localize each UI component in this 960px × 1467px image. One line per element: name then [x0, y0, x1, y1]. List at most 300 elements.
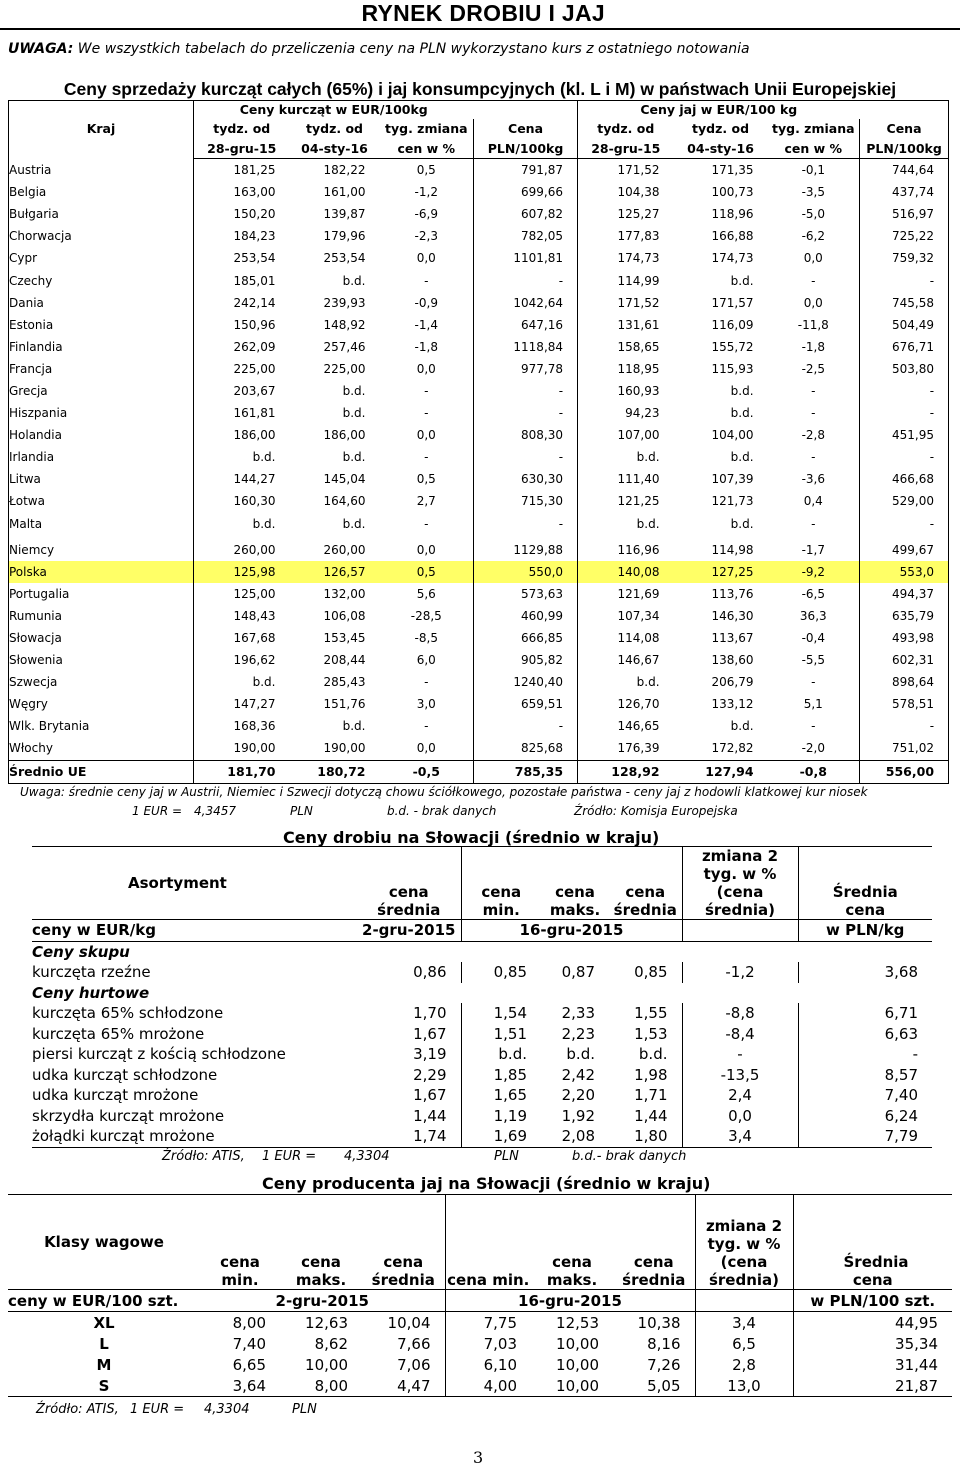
value-cell: 1129,88	[474, 539, 578, 561]
value-cell: -13,5	[682, 1065, 798, 1086]
rate-unit: PLN	[494, 1149, 519, 1164]
rate-value: 4,3304	[344, 1149, 390, 1164]
h-zmiana: zmiana 2 tyg. w % (cena średnia)	[695, 1195, 793, 1290]
value-cell: -	[811, 406, 816, 421]
value-cell: 2,29	[413, 1065, 447, 1084]
table-row	[9, 468, 949, 490]
h-tyg: tyg. zmiana	[385, 121, 468, 136]
value-cell: 1,53	[634, 1024, 668, 1043]
table-row	[9, 490, 949, 512]
value-cell: 182,22	[323, 163, 366, 178]
table-row	[32, 1085, 932, 1106]
average-value: -0,8	[768, 760, 860, 783]
value-cell: 516,97	[860, 203, 949, 225]
value-cell: 550,0	[474, 561, 578, 583]
value-cell: 114,98	[711, 542, 754, 557]
country-cell: Holandia	[9, 424, 194, 446]
col-asortyment: Asortyment	[32, 847, 357, 920]
value-cell: 171,52	[578, 292, 674, 314]
notice-label: UWAGA:	[8, 41, 74, 57]
value-cell: b.d.	[194, 671, 290, 693]
table-row	[9, 402, 949, 424]
bd-legend: b.d.- brak danych	[572, 1149, 687, 1164]
value-cell: -	[860, 446, 949, 468]
value-cell: 10,00	[531, 1375, 613, 1397]
value-cell: 190,00	[323, 741, 366, 756]
value-cell: 125,00	[194, 583, 290, 605]
product-name: udka kurcząt schłodzone	[32, 1065, 218, 1084]
country-cell: Portugalia	[9, 583, 194, 605]
table-row	[9, 380, 949, 402]
h-sr: cena średnia	[613, 1195, 695, 1290]
country-cell: Litwa	[9, 468, 194, 490]
table-row	[9, 424, 949, 446]
value-cell: b.d.	[730, 719, 754, 734]
value-cell: 676,71	[860, 336, 949, 358]
value-cell: b.d.	[461, 1044, 541, 1065]
value-cell: 494,37	[860, 583, 949, 605]
table-row	[9, 583, 949, 605]
value-cell: 493,98	[860, 627, 949, 649]
country-cell: Polska	[9, 561, 194, 583]
value-cell: 151,76	[323, 697, 366, 712]
value-cell: 107,39	[711, 472, 754, 487]
value-cell: 0,0	[803, 295, 823, 310]
value-cell: -	[424, 273, 429, 288]
value-cell: 164,60	[323, 494, 366, 509]
value-cell: 36,3	[799, 608, 827, 623]
table-row	[9, 715, 949, 737]
value-cell: 203,67	[194, 380, 290, 402]
value-cell: 630,30	[474, 468, 578, 490]
country-cell: Hiszpania	[9, 402, 194, 424]
h-cena-srednia: cena średnia	[357, 847, 461, 920]
value-cell: 147,27	[194, 693, 290, 715]
table-row	[8, 1375, 952, 1397]
value-cell: 139,87	[323, 207, 366, 222]
value-cell: 745,58	[860, 292, 949, 314]
value-cell: 127,25	[674, 561, 768, 583]
value-cell: 206,79	[711, 675, 754, 690]
date1: 2-gru-2015	[357, 920, 461, 942]
value-cell: 260,00	[323, 542, 366, 557]
country-cell: Węgry	[9, 693, 194, 715]
value-cell: 253,54	[194, 247, 290, 269]
country-cell: Finlandia	[9, 336, 194, 358]
value-cell: 504,49	[860, 314, 949, 336]
value-cell: 166,88	[711, 229, 754, 244]
value-cell: 94,23	[578, 402, 674, 424]
value-cell: 160,30	[194, 490, 290, 512]
value-cell: 146,30	[711, 608, 754, 623]
value-cell: 977,78	[474, 358, 578, 380]
average-row	[9, 760, 949, 783]
value-cell: 179,96	[323, 229, 366, 244]
value-cell: 132,00	[323, 586, 366, 601]
value-cell: -6,9	[414, 207, 438, 222]
table-row	[9, 446, 949, 468]
value-cell: 466,68	[860, 468, 949, 490]
date2: 16-gru-2015	[445, 1290, 695, 1312]
value-cell: -1,4	[414, 317, 438, 332]
value-cell: 148,43	[194, 605, 290, 627]
h-tydz: tydz. od	[692, 121, 750, 136]
h-min: cena min.	[445, 1195, 531, 1290]
value-cell: 107,34	[578, 605, 674, 627]
value-cell: 6,0	[416, 653, 436, 668]
h-tydz: tydz. od	[194, 119, 290, 139]
value-cell: 125,27	[578, 203, 674, 225]
value-cell: 7,03	[445, 1333, 531, 1354]
value-cell: 153,45	[323, 631, 366, 646]
value-cell: -0,1	[801, 163, 825, 178]
value-cell: -2,8	[801, 428, 825, 443]
h-pln: PLN/100kg	[860, 139, 949, 159]
value-cell: 242,14	[194, 292, 290, 314]
value-cell: 196,62	[194, 649, 290, 671]
value-cell: 7,40	[232, 1334, 266, 1353]
value-cell: 133,12	[711, 697, 754, 712]
weight-class: XL	[93, 1313, 115, 1332]
value-cell: 172,82	[711, 741, 754, 756]
value-cell: 1,98	[634, 1065, 668, 1084]
value-cell: 148,92	[323, 317, 366, 332]
table-row	[9, 513, 949, 535]
value-cell: 3,19	[413, 1045, 447, 1064]
unit-left: ceny w EUR/100 szt.	[8, 1290, 200, 1312]
value-cell: 6,10	[445, 1354, 531, 1375]
value-cell: -	[682, 1044, 798, 1065]
h-cena-srednia2: cena średnia	[609, 847, 682, 920]
value-cell: 174,73	[711, 251, 754, 266]
value-cell: -1,2	[682, 962, 798, 983]
value-cell: 118,95	[578, 358, 674, 380]
country-cell: Czechy	[9, 269, 194, 291]
value-cell: 0,0	[416, 361, 436, 376]
value-cell: 111,40	[578, 468, 674, 490]
value-cell: -0,4	[801, 631, 825, 646]
value-cell: b.d.	[578, 513, 674, 535]
country-cell: Malta	[9, 513, 194, 535]
value-cell: 1,54	[461, 1003, 541, 1024]
value-cell: 118,96	[711, 207, 754, 222]
h-tyg: tyg. zmiana	[772, 121, 855, 136]
value-cell: 150,20	[194, 203, 290, 225]
value-cell: 1240,40	[474, 671, 578, 693]
value-cell: 4,00	[445, 1375, 531, 1397]
value-cell: 6,5	[695, 1333, 793, 1354]
value-cell: 1,92	[561, 1106, 595, 1125]
value-cell: 602,31	[860, 649, 949, 671]
table-row	[32, 1126, 932, 1147]
table-row	[9, 627, 949, 649]
product-name: żołądki kurcząt mrożone	[32, 1126, 357, 1147]
value-cell: 2,4	[682, 1085, 798, 1106]
h-pln: PLN/100kg	[474, 139, 578, 159]
value-cell: 0,4	[803, 494, 823, 509]
value-cell: -	[811, 450, 816, 465]
value-cell: 6,71	[798, 1003, 932, 1024]
value-cell: -	[474, 380, 578, 402]
table-row	[8, 1333, 952, 1354]
value-cell: 121,69	[578, 583, 674, 605]
value-cell: -6,2	[801, 229, 825, 244]
value-cell: 158,65	[578, 336, 674, 358]
value-cell: b.d.	[342, 273, 366, 288]
table-row	[9, 561, 949, 583]
value-cell: 529,00	[860, 490, 949, 512]
value-cell: 2,23	[561, 1024, 595, 1043]
value-cell: 146,65	[578, 715, 674, 737]
country-cell: Grecja	[9, 380, 194, 402]
value-cell: 0,0	[803, 251, 823, 266]
value-cell: 573,63	[474, 583, 578, 605]
value-cell: 121,25	[578, 490, 674, 512]
value-cell: 185,01	[194, 269, 290, 291]
table-row	[9, 269, 949, 291]
rate-label: 1 EUR =	[130, 1402, 185, 1417]
value-cell: 13,0	[695, 1375, 793, 1397]
country-cell: Belgia	[9, 181, 194, 203]
country-cell: Chorwacja	[9, 225, 194, 247]
table-row	[9, 314, 949, 336]
h-cena-maks: cena maks.	[541, 847, 609, 920]
value-cell: 0,85	[634, 963, 668, 982]
eu-prices-table	[8, 100, 949, 784]
value-cell: -	[811, 675, 816, 690]
value-cell: 21,87	[793, 1375, 952, 1397]
country-cell: Bułgaria	[9, 203, 194, 225]
country-cell: Słowenia	[9, 649, 194, 671]
value-cell: 825,68	[474, 737, 578, 760]
h-min: cena min.	[200, 1195, 280, 1290]
value-cell: -8,5	[414, 631, 438, 646]
weight-class: M	[96, 1355, 112, 1374]
value-cell: 0,0	[682, 1106, 798, 1127]
value-cell: 113,76	[711, 586, 754, 601]
unit-right: w PLN/100 szt.	[793, 1290, 952, 1312]
country-cell: Włochy	[9, 737, 194, 760]
value-cell: 285,43	[323, 675, 366, 690]
value-cell: 3,4	[695, 1312, 793, 1334]
value-cell: 1,70	[413, 1004, 447, 1023]
value-cell: 145,04	[323, 472, 366, 487]
value-cell: 113,67	[711, 631, 754, 646]
value-cell: b.d.	[342, 450, 366, 465]
weight-class: S	[8, 1375, 200, 1397]
value-cell: 460,99	[474, 605, 578, 627]
table-row	[9, 247, 949, 269]
value-cell: -	[811, 383, 816, 398]
value-cell: 208,44	[323, 653, 366, 668]
value-cell: 10,00	[305, 1355, 348, 1374]
h-srednia-cena: Średnia cena	[798, 847, 932, 920]
weight-class: L	[99, 1334, 109, 1353]
value-cell: 176,39	[578, 737, 674, 760]
h-tydz: tydz. od	[578, 119, 674, 139]
value-cell: 791,87	[474, 159, 578, 182]
value-cell: 2,33	[561, 1004, 595, 1023]
col-kraj: Kraj	[9, 101, 194, 159]
h-cena-min: cena min.	[461, 847, 541, 920]
value-cell: 2,8	[695, 1354, 793, 1375]
value-cell: -9,2	[768, 561, 860, 583]
source: Źródło: Komisja Europejska	[574, 804, 738, 818]
value-cell: 751,02	[860, 737, 949, 760]
value-cell: 1118,84	[474, 336, 578, 358]
value-cell: 1,44	[413, 1106, 447, 1125]
product-name: kurczęta 65% mrożone	[32, 1024, 205, 1043]
value-cell: 1,74	[357, 1126, 461, 1147]
value-cell: 1,85	[461, 1065, 541, 1086]
value-cell: 7,75	[445, 1312, 531, 1334]
eu-note: Uwaga: średnie ceny jaj w Austrii, Niemiec i Szwecji dotyczą chowu ściółkowego, pozostałe państwa - ceny jaj z hodowli klatkowej kur niosek	[20, 785, 868, 799]
value-cell: 161,81	[194, 402, 290, 424]
value-cell: b.d.	[730, 516, 754, 531]
country-cell: Cypr	[9, 247, 194, 269]
value-cell: 3,4	[682, 1126, 798, 1147]
sk-poultry-table	[32, 846, 932, 1148]
value-cell: -	[811, 719, 816, 734]
h-date2: 04-sty-16	[290, 139, 380, 159]
country-cell: Francja	[9, 358, 194, 380]
value-cell: 2,20	[561, 1086, 595, 1105]
rate-label: 1 EUR =	[262, 1149, 317, 1164]
value-cell: 44,95	[793, 1312, 952, 1334]
h-zmiana: zmiana 2 tyg. w % (cena średnia)	[682, 847, 798, 920]
value-cell: 782,05	[474, 225, 578, 247]
value-cell: 107,00	[578, 424, 674, 446]
product-name: piersi kurcząt z kością schłodzone	[32, 1045, 286, 1064]
value-cell: 6,24	[798, 1106, 932, 1127]
value-cell: 553,0	[860, 561, 949, 583]
value-cell: 3,64	[200, 1375, 280, 1397]
h-maks: cena maks.	[531, 1195, 613, 1290]
country-cell: Szwecja	[9, 671, 194, 693]
product-name: kurczęta 65% schłodzone	[32, 1004, 224, 1023]
h-cena: Cena	[474, 119, 578, 139]
average-value: -0,5	[380, 760, 474, 783]
value-cell: 6,65	[232, 1355, 266, 1374]
country-cell: Rumunia	[9, 605, 194, 627]
value-cell: 262,09	[194, 336, 290, 358]
value-cell: 0,5	[416, 472, 436, 487]
value-cell: b.d.	[342, 516, 366, 531]
value-cell: 184,23	[194, 225, 290, 247]
header-divider	[0, 28, 960, 30]
value-cell: -6,5	[801, 586, 825, 601]
value-cell: b.d.	[730, 406, 754, 421]
col-klasy: Klasy wagowe	[8, 1195, 200, 1290]
product-name: udka kurcząt mrożone	[32, 1086, 199, 1105]
value-cell: 257,46	[323, 339, 366, 354]
value-cell: 12,63	[305, 1313, 348, 1332]
value-cell: -11,8	[797, 317, 829, 332]
value-cell: 225,00	[194, 358, 290, 380]
country-cell: Austria	[9, 159, 194, 182]
value-cell: 114,08	[578, 627, 674, 649]
value-cell: -	[474, 446, 578, 468]
value-cell: b.d.	[578, 446, 674, 468]
country-cell: Łotwa	[9, 490, 194, 512]
value-cell: -28,5	[410, 608, 442, 623]
sk-eggs-table	[8, 1194, 952, 1397]
value-cell: 5,6	[416, 586, 436, 601]
value-cell: 10,38	[637, 1313, 681, 1332]
value-cell: b.d.	[194, 513, 290, 535]
average-value: 128,92	[578, 760, 674, 783]
value-cell: 578,51	[860, 693, 949, 715]
value-cell: 161,00	[323, 185, 366, 200]
value-cell: 186,00	[323, 428, 366, 443]
value-cell: 253,54	[323, 251, 366, 266]
h-maks: cena maks.	[280, 1195, 362, 1290]
value-cell: 1,80	[609, 1126, 682, 1147]
value-cell: 725,22	[860, 225, 949, 247]
value-cell: -	[811, 273, 816, 288]
table-row	[9, 336, 949, 358]
average-label: Średnio UE	[9, 760, 194, 783]
value-cell: -	[424, 719, 429, 734]
value-cell: -3,5	[801, 185, 825, 200]
value-cell: 131,61	[578, 314, 674, 336]
value-cell: -2,5	[801, 361, 825, 376]
h-cenw: cen w %	[380, 139, 474, 159]
value-cell: 1,65	[461, 1085, 541, 1106]
value-cell: b.d.	[342, 383, 366, 398]
value-cell: 499,67	[860, 539, 949, 561]
value-cell: 6,63	[798, 1024, 932, 1045]
value-cell: -2,3	[414, 229, 438, 244]
page-number: 3	[473, 1448, 484, 1467]
value-cell: 160,93	[578, 380, 674, 402]
value-cell: 171,52	[578, 159, 674, 182]
value-cell: 2,42	[561, 1065, 595, 1084]
value-cell: 239,93	[323, 295, 366, 310]
table-row	[9, 649, 949, 671]
value-cell: 126,57	[290, 561, 380, 583]
value-cell: 125,98	[194, 561, 290, 583]
value-cell: 100,73	[711, 185, 754, 200]
rate-unit: PLN	[292, 1402, 317, 1417]
value-cell: 177,83	[578, 225, 674, 247]
value-cell: b.d.	[730, 450, 754, 465]
value-cell: 7,40	[798, 1085, 932, 1106]
value-cell: 1,44	[634, 1106, 668, 1125]
value-cell: -	[860, 402, 949, 424]
value-cell: 0,0	[416, 542, 436, 557]
table-row	[9, 539, 949, 561]
value-cell: 7,26	[647, 1355, 681, 1374]
country-cell: Estonia	[9, 314, 194, 336]
value-cell: 0,85	[461, 962, 541, 983]
value-cell: -	[474, 269, 578, 291]
value-cell: 666,85	[474, 627, 578, 649]
value-cell: 126,70	[578, 693, 674, 715]
value-cell: 1,67	[413, 1086, 447, 1105]
value-cell: 150,96	[194, 314, 290, 336]
value-cell: 186,00	[194, 424, 290, 446]
value-cell: b.d.	[578, 671, 674, 693]
group-chicken: Ceny kurcząt w EUR/100kg	[194, 101, 474, 119]
value-cell: 808,30	[474, 424, 578, 446]
value-cell: 116,09	[711, 317, 754, 332]
value-cell: 0,5	[380, 561, 474, 583]
table-row	[9, 358, 949, 380]
table-row	[9, 292, 949, 314]
value-cell: 114,99	[578, 269, 674, 291]
value-cell: -	[424, 516, 429, 531]
